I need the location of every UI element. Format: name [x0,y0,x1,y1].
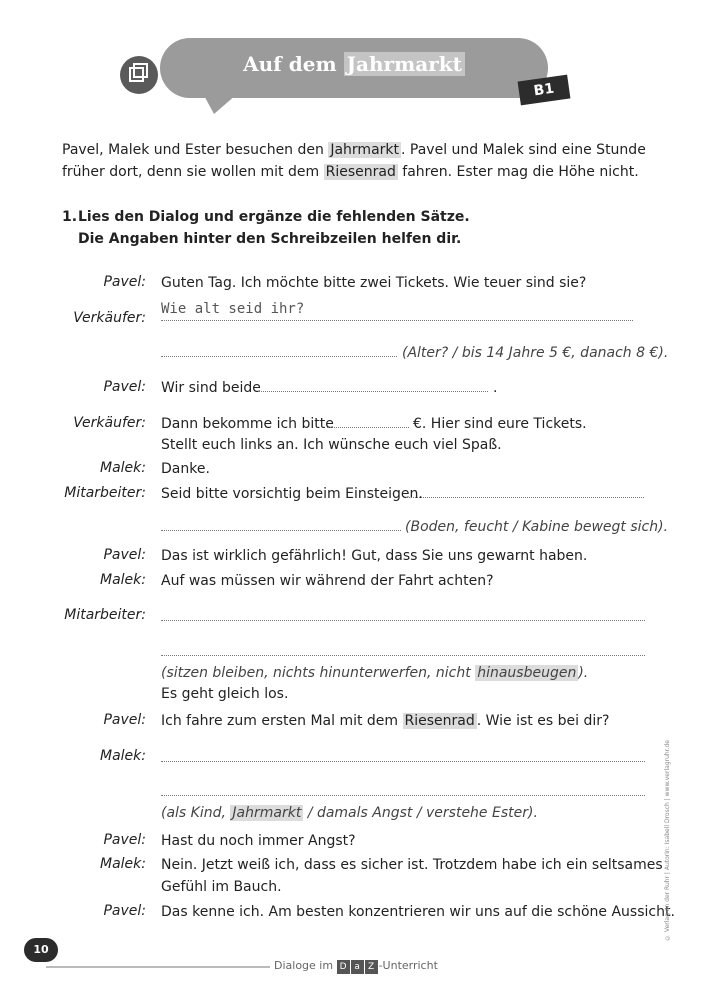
handwritten-answer: Wie alt seid ihr? [161,301,305,317]
hint-text: (Alter? / bis 14 Jahre 5 €, danach 8 €). [402,345,669,361]
page-number: 10 [24,938,58,962]
writing-line[interactable] [161,530,401,531]
hint-text: (Boden, feucht / Kabine bewegt sich). [405,519,669,535]
writing-line[interactable] [161,620,645,621]
hint-text: (sitzen bleiben, nichts hinunterwerfen, nicht hinausbeugen ). [161,665,589,681]
intro-text: Pavel, Malek und Ester besuchen den Jahrmarkt . Pavel und Malek sind eine Stunde früher dort, denn sie wollen mit dem Riesenrad fahren. Ester mag die Höhe nicht. [62,142,646,180]
dialog-line: . [493,380,498,396]
task-instruction: 1.Lies den Dialog und ergänze die fehlenden Sätze. Die Angaben hinter den Schreibzeilen helfen dir. [62,209,470,247]
writing-line[interactable] [161,795,645,796]
page-title: Auf dem Jahrmarkt [160,52,548,76]
footer-series-title: Dialoge im D a Z -Unterricht [274,959,438,972]
dialog-line: €. Hier sind eure Tickets. [413,416,587,432]
level-badge: B1 [518,75,571,106]
dialog-line: Nein. Jetzt weiß ich, dass es sicher ist. Trotzdem habe ich ein seltsames [161,857,663,873]
writing-line[interactable] [161,761,645,762]
copyright-notice: © Verlag an der Ruhr | Autorin: Isabell Drosch | www.verlagruhr.de [664,740,671,941]
dialog-line: Hast du noch immer Angst? [161,833,356,849]
writing-line[interactable] [161,655,645,656]
writing-line[interactable] [161,320,633,321]
speaker-label: Malek: [100,748,146,764]
daz-logo-a: a [351,960,364,974]
speaker-label: Pavel: [103,547,146,563]
dialog-line: Stellt euch links an. Ich wünsche euch viel Spaß. [161,437,502,453]
dialog-line: Das ist wirklich gefährlich! Gut, dass Sie uns gewarnt haben. [161,548,588,564]
speaker-label: Pavel: [103,274,146,290]
dialog-line: Es geht gleich los. [161,686,289,702]
speaker-label: Mitarbeiter: [64,607,146,623]
speaker-label: Pavel: [103,712,146,728]
daz-logo-d: D [337,960,350,974]
speaker-label: Mitarbeiter: [64,485,146,501]
dialog-line: Danke. [161,461,210,477]
speaker-label: Verkäufer: [73,310,146,326]
dialog-line: Auf was müssen wir während der Fahrt achten? [161,573,494,589]
title-bubble-tail [200,88,244,114]
writing-line[interactable] [406,497,644,498]
dialog-line: Wir sind beide [161,380,261,396]
speaker-label: Pavel: [103,832,146,848]
dialog-line: Guten Tag. Ich möchte bitte zwei Tickets. Wie teuer sind sie? [161,275,587,291]
speaker-label: Verkäufer: [73,415,146,431]
writing-line[interactable] [327,427,409,428]
footer-divider [46,966,270,968]
speaker-label: Malek: [100,572,146,588]
writing-line[interactable] [258,391,488,392]
dialog-line: Ich fahre zum ersten Mal mit dem Riesenrad . Wie ist es bei dir? [161,713,610,729]
daz-logo-z: Z [365,960,378,974]
writing-line[interactable] [161,356,397,357]
speaker-label: Pavel: [103,903,146,919]
speaker-label: Pavel: [103,379,146,395]
speaker-label: Malek: [100,856,146,872]
chat-icon [120,56,158,94]
hint-text: (als Kind, Jahrmarkt / damals Angst / verstehe Ester). [161,805,538,821]
dialog-line: Das kenne ich. Am besten konzentrieren wir uns auf die schöne Aussicht. [161,904,675,920]
speaker-label: Malek: [100,460,146,476]
dialog-line: Gefühl im Bauch. [161,879,282,895]
dialog-line: Dann bekomme ich bitte [161,416,334,432]
dialog-line: Seid bitte vorsichtig beim Einsteigen. [161,486,423,502]
title-highlight: Jahrmarkt [344,52,465,76]
